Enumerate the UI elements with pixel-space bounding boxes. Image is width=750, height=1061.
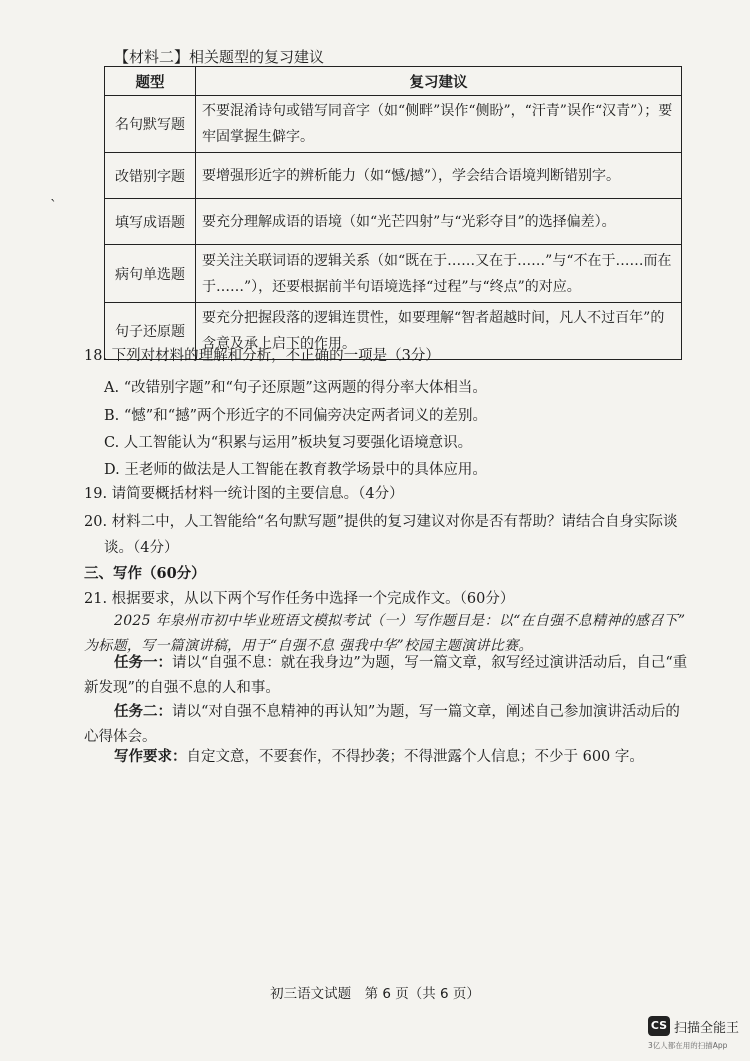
material2-title: 【材料二】相关题型的复习建议 [114, 48, 325, 66]
q18-stem: 18. 下列对材料的理解和分析，不正确的一项是（3分） [84, 348, 440, 364]
section-writing: 三、写作（60分） [84, 565, 206, 582]
review-advice-table [104, 66, 682, 360]
table-row [105, 199, 682, 245]
q20-line1: 20. 材料二中，人工智能给“名句默写题”提供的复习建议对你是否有帮助？请结合自身实际谈 [84, 514, 678, 530]
table-row [105, 153, 682, 199]
task2-line1 [114, 702, 680, 722]
task1-label: 任务一： [114, 654, 172, 671]
requirements-label: 写作要求： [114, 748, 187, 765]
watermark-name: 扫描全能王 [674, 1021, 740, 1036]
task1-line2: 新发现”的自强不息的人和事。 [84, 680, 280, 696]
q20-line2: 谈。（4分） [104, 540, 179, 556]
q18-option-c: C. 人工智能认为“积累与运用”板块复习要强化语境意识。 [104, 435, 473, 451]
row-advice: 要关注关联词语的逻辑关系（如“既在于……又在于……”与“不在于……而在于……”），还要根据前半句语境选择“过程”与“终点”的对应。 [196, 245, 682, 303]
header-type: 题型 [105, 67, 196, 96]
q19: 19. 请简要概括材料一统计图的主要信息。（4分） [84, 486, 404, 502]
row-type: 句子还原题 [105, 303, 196, 360]
row-type: 病句单选题 [105, 245, 196, 303]
prompt-line1: 2025 年泉州市初中毕业班语文模拟考试（一）写作题目是：以“在自强不息精神的感召下” [114, 613, 686, 629]
task1-line1 [114, 653, 687, 673]
row-advice: 不要混淆诗句或错写同音字（如“侧畔”误作“侧盼”，“汗青”误作“汉青”）；要牢固掌握生僻字。 [196, 96, 682, 153]
table-header-row [105, 67, 682, 96]
task2-line2: 心得体会。 [84, 729, 157, 745]
q18-option-b: B. “憾”和“撼”两个形近字的不同偏旁决定两者词义的差别。 [104, 408, 488, 424]
requirements-text: 自定文意，不要套作，不得抄袭；不得泄露个人信息；不少于 600 字。 [186, 749, 644, 765]
camscanner-logo-icon: CS [648, 1016, 670, 1036]
q18-option-d: D. 王老师的做法是人工智能在教育教学场景中的具体应用。 [104, 462, 487, 478]
q21: 21. 根据要求，从以下两个写作任务中选择一个完成作文。（60分） [84, 591, 515, 607]
row-type: 填写成语题 [105, 199, 196, 245]
task2-text: 请以“对自强不息精神的再认知”为题，写一篇文章，阐述自己参加演讲活动后的 [172, 704, 680, 720]
row-type: 改错别字题 [105, 153, 196, 199]
writing-requirements [114, 747, 644, 767]
header-advice: 复习建议 [196, 67, 682, 96]
page-footer: 初三语文试题 第 6 页（共 6 页） [270, 986, 480, 1002]
row-advice: 要充分理解成语的语境（如“光芒四射”与“光彩夺目”的选择偏差）。 [196, 199, 682, 245]
task2-label: 任务二： [114, 703, 172, 720]
q18-option-a: A. “改错别字题”和“句子还原题”这两题的得分率大体相当。 [104, 380, 487, 396]
row-advice: 要充分把握段落的逻辑连贯性，如要理解“智者超越时间，凡人不过百年”的含意及承上启下的作用。 [196, 303, 682, 360]
row-advice: 要增强形近字的辨析能力（如“憾/撼”），学会结合语境判断错别字。 [196, 153, 682, 199]
stray-mark: ` [50, 198, 57, 214]
prompt-line2: 为标题，写一篇演讲稿，用于“自强不息 强我中华”校园主题演讲比赛。 [84, 638, 533, 654]
row-type: 名句默写题 [105, 96, 196, 153]
table-row [105, 245, 682, 303]
watermark-subtitle: 3亿人都在用的扫描App [648, 1041, 728, 1050]
task1-text: 请以“自强不息：就在我身边”为题，写一篇文章，叙写经过演讲活动后，自己“重 [172, 655, 688, 671]
table-row [105, 96, 682, 153]
